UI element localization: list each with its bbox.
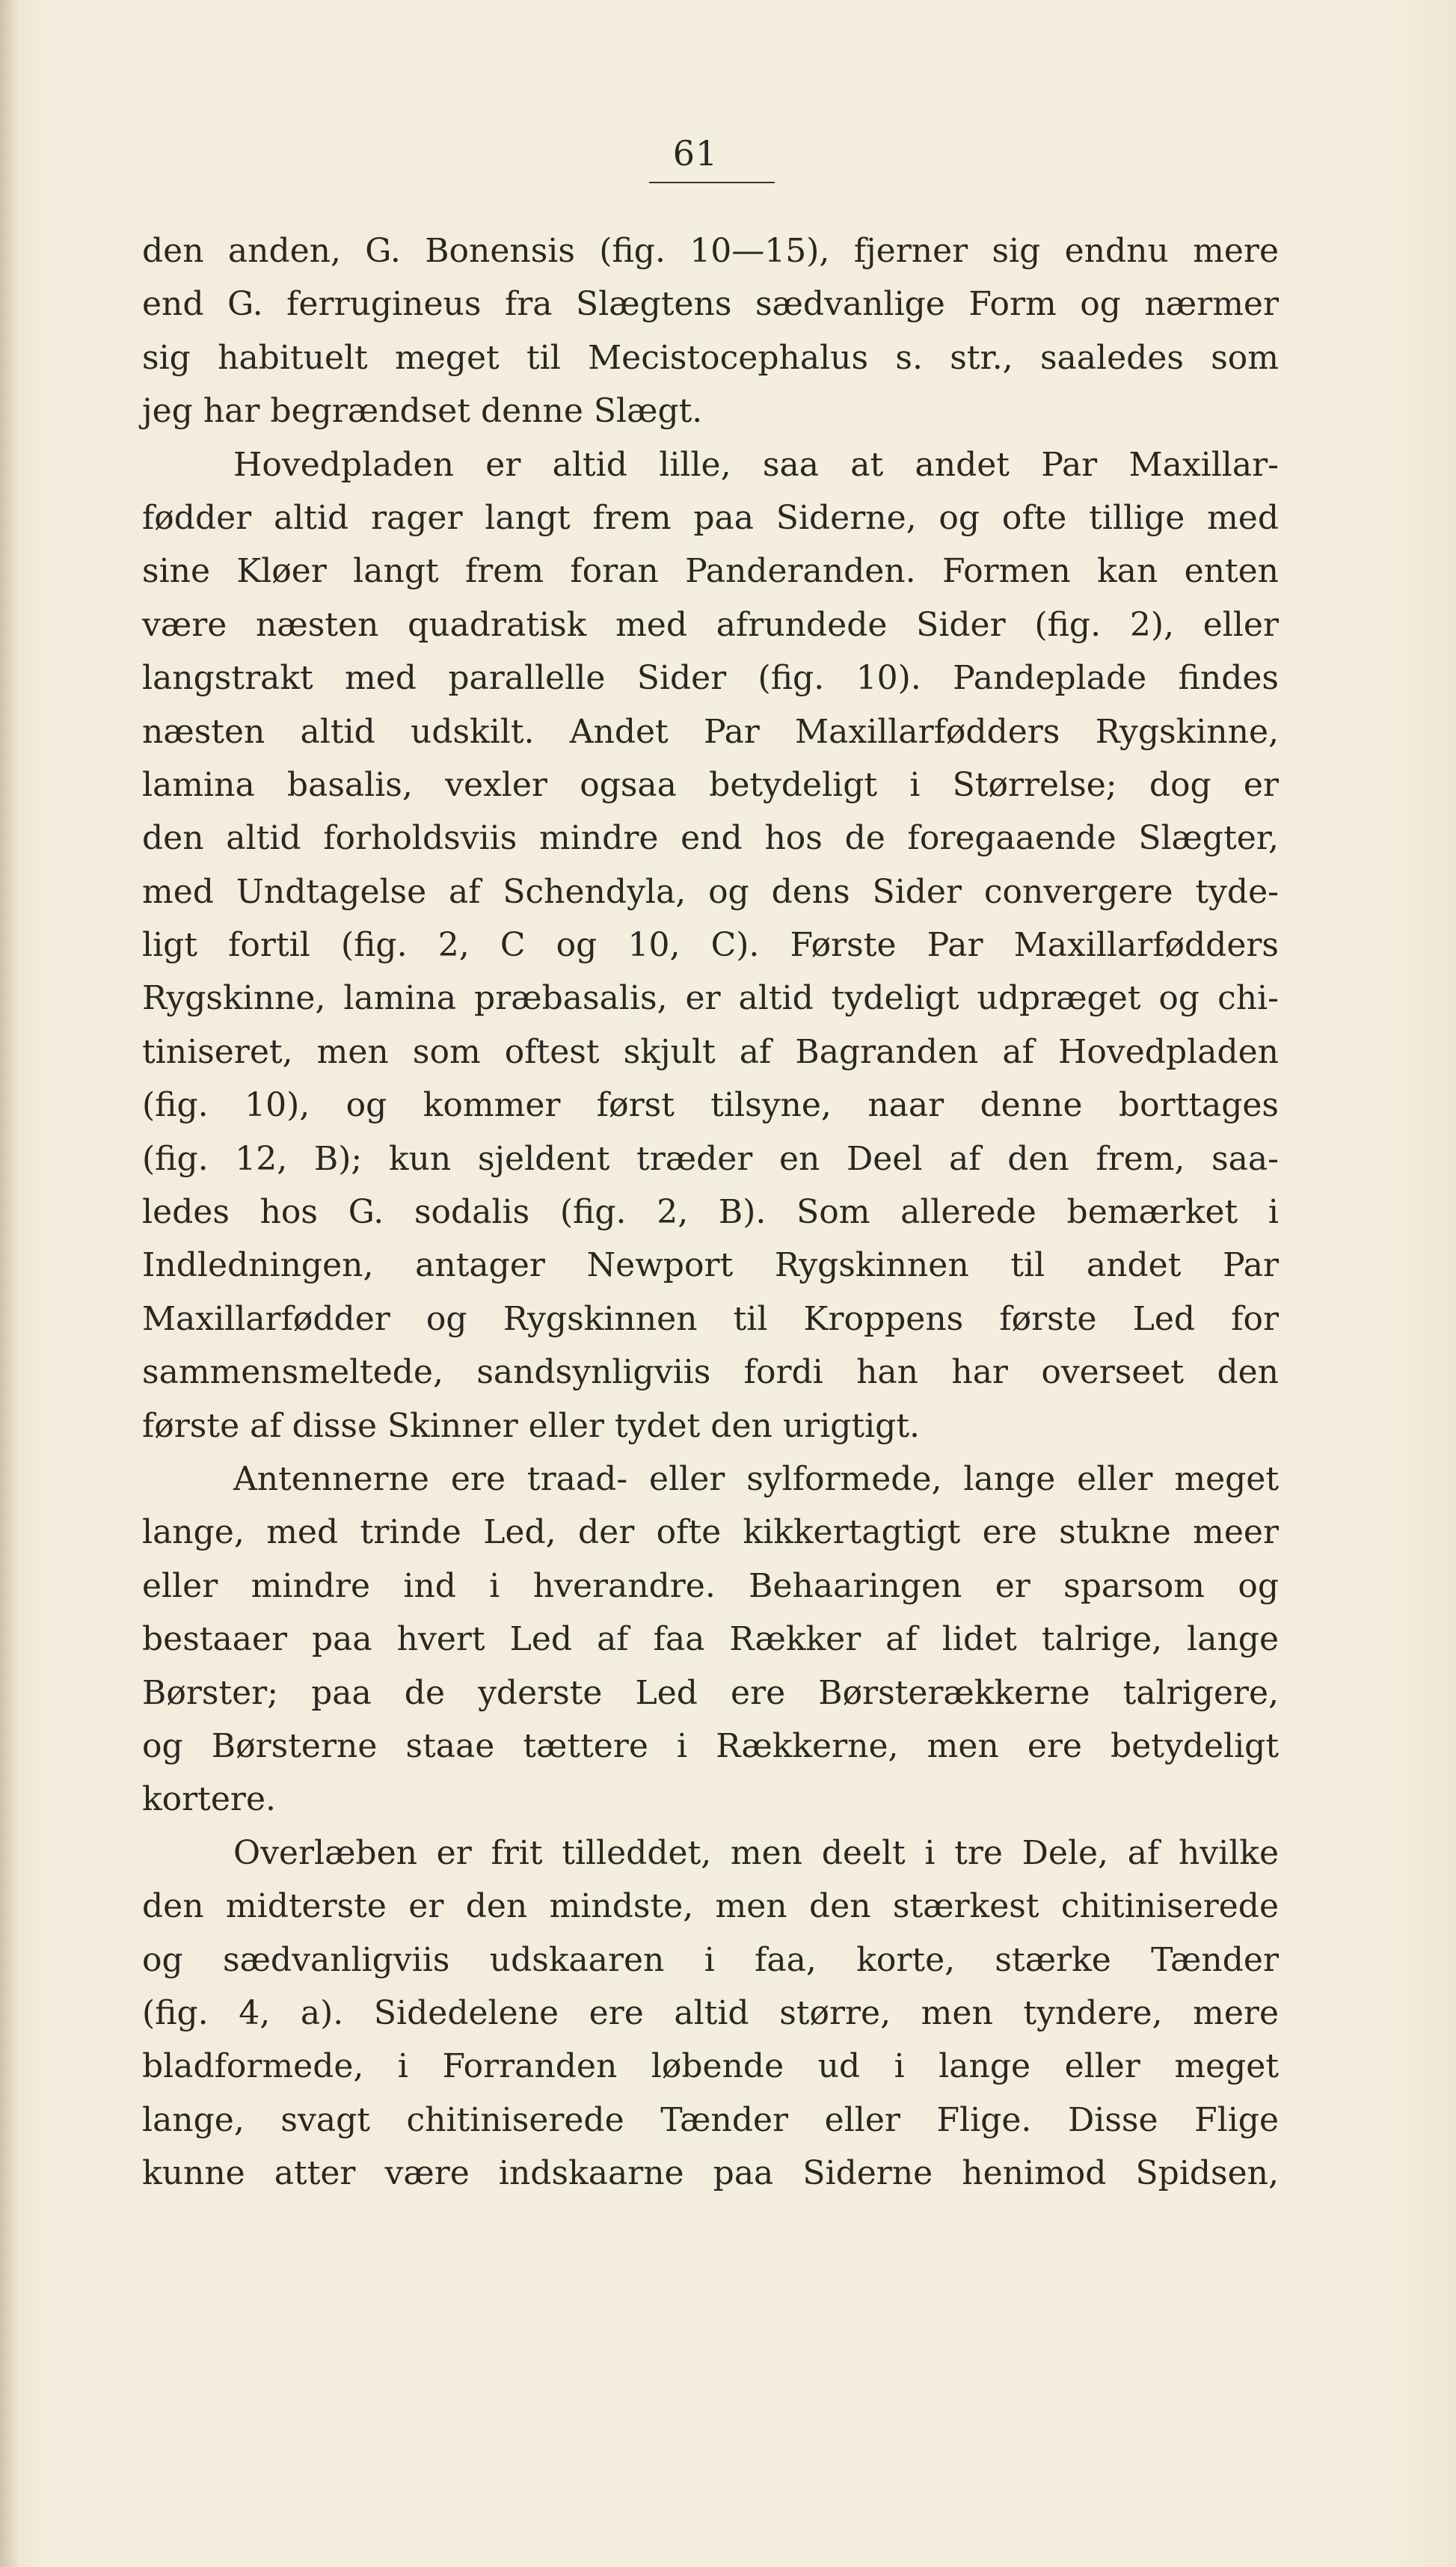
text-line: ligt fortil (fig. 2, C og 10, C). Første Par Maxillarfødders xyxy=(142,926,1279,965)
text-line: end G. ferrugineus fra Slægtens sædvanlige Form og nærmer xyxy=(142,285,1279,324)
text-line: Indledningen, antager Newport Rygskinnen til andet Par xyxy=(142,1246,1279,1285)
text-line: lange, med trinde Led, der ofte kikkertagtigt ere stukne meer xyxy=(142,1513,1279,1552)
text-line: eller mindre ind i hverandre. Behaaringen er sparsom og xyxy=(142,1566,1279,1605)
text-line: fødder altid rager langt frem paa Siderne, og ofte tillige med xyxy=(142,498,1279,537)
text-line: sine Kløer langt frem foran Panderanden. Formen kan enten xyxy=(142,552,1279,591)
body-text xyxy=(142,224,1279,2200)
paragraph-2 xyxy=(142,438,1279,1453)
text-line: langstrakt med parallelle Sider (fig. 10). Pandeplade findes xyxy=(142,659,1279,698)
text-line: ledes hos G. sodalis (fig. 2, B). Som allerede bemærket i xyxy=(142,1193,1279,1232)
text-line: og Børsterne staae tættere i Rækkerne, men ere betydeligt xyxy=(142,1726,1279,1765)
text-line: Hovedpladen er altid lille, saa at andet Par Maxillar- xyxy=(233,445,1279,484)
text-line: lange, svagt chitiniserede Tænder eller Flige. Disse Flige xyxy=(142,2100,1279,2139)
text-line: næsten altid udskilt. Andet Par Maxillarfødders Rygskinne, xyxy=(142,712,1279,751)
text-line: bestaaer paa hvert Led af faa Rækker af lidet talrige, lange xyxy=(142,1620,1279,1659)
text-line: sammensmeltede, sandsynligviis fordi han har overseet den xyxy=(142,1353,1279,1392)
page-number: 61 xyxy=(672,133,719,174)
text-line: Børster; paa de yderste Led ere Børsterækkerne talrigere, xyxy=(142,1673,1279,1712)
text-line: (fig. 12, B); kun sjeldent træder en Deel af den frem, saa- xyxy=(142,1139,1279,1178)
text-line: Rygskinne, lamina præbasalis, er altid tydeligt udpræget og chi- xyxy=(142,979,1279,1018)
text-line: (fig. 10), og kommer først tilsyne, naar denne borttages xyxy=(142,1086,1279,1125)
text-line: og sædvanligviis udskaaren i faa, korte, stærke Tænder xyxy=(142,1940,1279,1979)
text-line: med Undtagelse af Schendyla, og dens Sider convergere tyde- xyxy=(142,872,1279,911)
spine-shadow xyxy=(0,0,19,2567)
text-line: den altid forholdsviis mindre end hos de foregaaende Slægter, xyxy=(142,819,1279,858)
text-line: den anden, G. Bonensis (fig. 10—15), fjerner sig endnu mere xyxy=(142,232,1279,270)
text-line: Overlæben er frit tilleddet, men deelt i tre Dele, af hvilke xyxy=(233,1833,1279,1872)
text-line: den midterste er den mindste, men den stærkest chitiniserede xyxy=(142,1887,1279,1926)
text-line: første af disse Skinner eller tydet den urigtigt. xyxy=(142,1406,921,1445)
paragraph-3 xyxy=(142,1453,1279,1827)
text-line: være næsten quadratisk med afrundede Sider (fig. 2), eller xyxy=(142,605,1279,644)
text-line: bladformede, i Forranden løbende ud i lange eller meget xyxy=(142,2047,1279,2086)
text-line: kunne atter være indskaarne paa Siderne henimod Spidsen, xyxy=(142,2154,1279,2193)
text-line: jeg har begrændset denne Slægt. xyxy=(142,392,703,431)
text-line: tiniseret, men som oftest skjult af Bagranden af Hovedpladen xyxy=(142,1032,1279,1071)
text-line: lamina basalis, vexler ogsaa betydeligt i Størrelse; dog er xyxy=(142,765,1279,804)
paragraph-4 xyxy=(142,1827,1279,2200)
text-line: Maxillarfødder og Rygskinnen til Kroppens første Led for xyxy=(142,1299,1279,1338)
text-line: (fig. 4, a). Sidedelene ere altid større, men tyndere, mere xyxy=(142,1993,1279,2032)
paragraph-1 xyxy=(142,224,1279,438)
text-line: kortere. xyxy=(142,1780,276,1819)
page-number-rule xyxy=(649,182,775,183)
text-line: sig habituelt meget til Mecistocephalus s. str., saaledes som xyxy=(142,338,1279,377)
text-line: Antennerne ere traad- eller sylformede, lange eller meget xyxy=(233,1459,1279,1498)
